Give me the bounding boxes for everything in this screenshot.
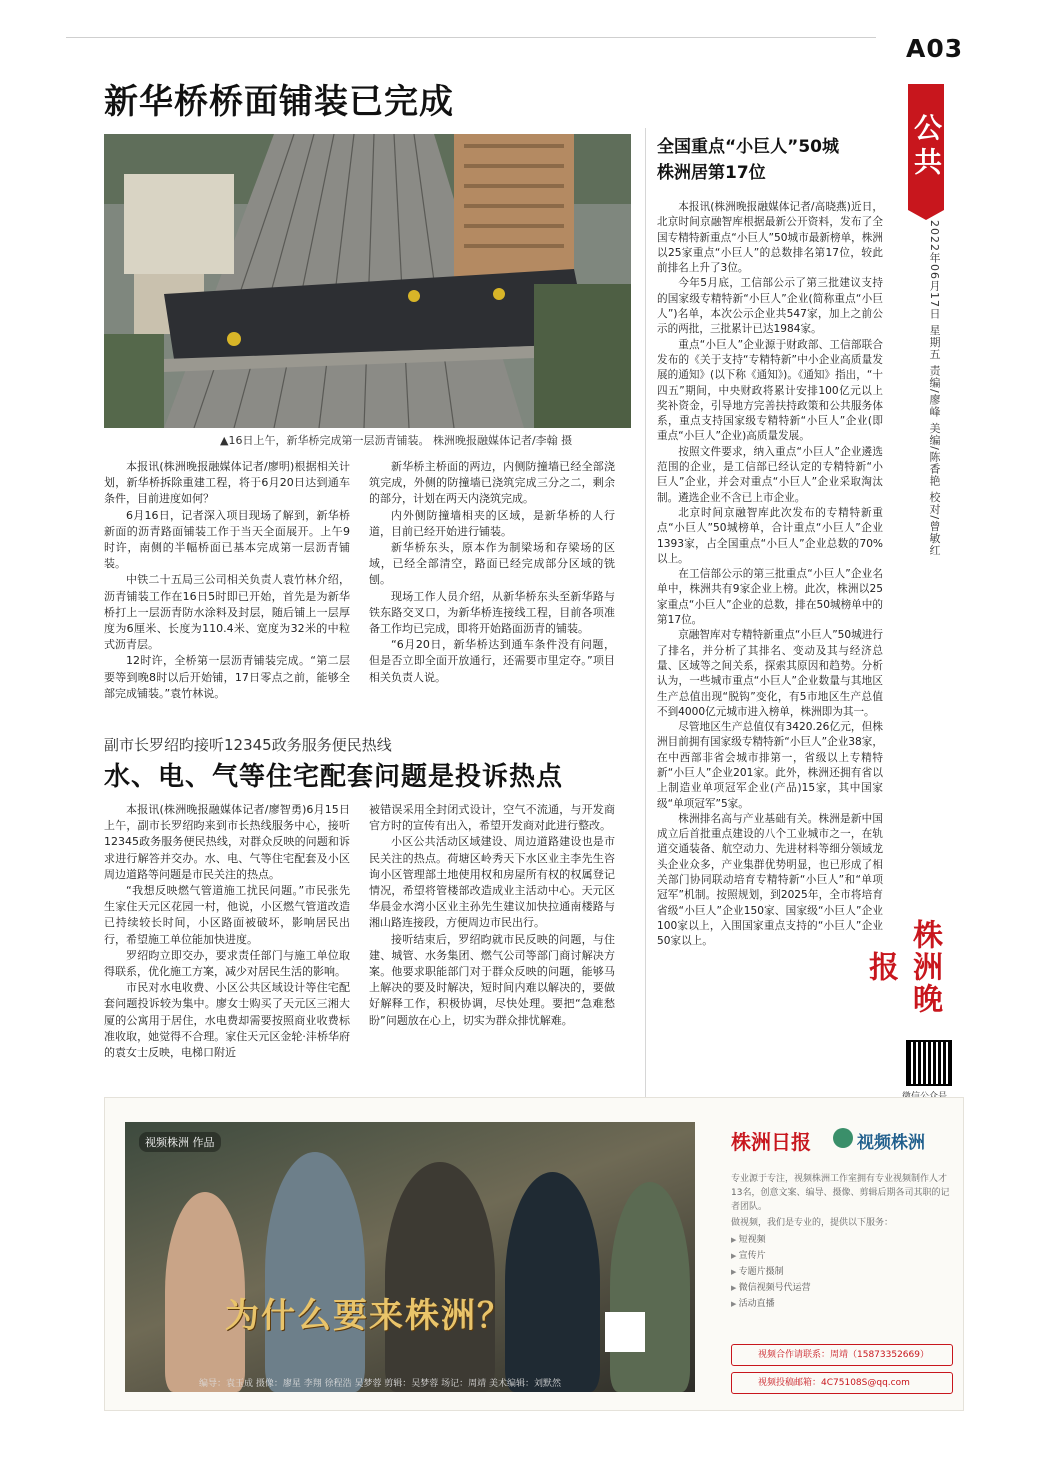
video-logo: 视频株洲 — [857, 1133, 925, 1153]
ad-intro: 专业源于专注，视频株洲工作室拥有专业视频制作人才13名，创意文案、编导、摄像、剪辑后期各司其职的记者团队。 — [731, 1174, 950, 1212]
column-divider — [645, 128, 646, 1228]
paragraph: 重点“小巨人”企业源于财政部、工信部联合发布的《关于支持“专精特新”中小企业高质量发展的通知》(以下称《通知》)。《通知》指出，“十四五”期间，中央财政将累计安排100亿元以上奖补资金，引导地方完善扶持政策和公共服务体系，重点支持国家级专精特新“小巨人”企业(即重点“小巨人”企业)高质量发展。 — [657, 338, 883, 443]
paragraph: 6月16日，记者深入项目现场了解到，新华桥新面的沥青路面铺装工作于当天全面展开。上午9时许，南侧的半幅桥面已基本完成第一层沥青铺装。 — [104, 508, 350, 571]
date-line: 2022年06月17日 星期五 责编/廖峰 美编/陈香艳 校对/曾敏红 — [928, 220, 941, 557]
photo-caption: ▲16日上午，新华桥完成第一层沥青铺装。 株洲晚报融媒体记者/李翰 摄 — [220, 434, 573, 447]
paragraph: 中铁二十五局三公司相关负责人袁竹林介绍，沥青铺装工作在16日5时即已开始，首先是为新华桥打上一层沥青防水涂料及封层，随后铺上一层厚度为6厘米、长度为110.4米、宽度为32米的中粒式沥青层。 — [104, 573, 350, 652]
lead-column-1 — [104, 459, 350, 702]
list-item: ▶ 微信视频号代运营 — [731, 1280, 811, 1296]
poster-tag: 视频株洲 作品 — [139, 1132, 221, 1152]
list-item: ▶ 专题片摄制 — [731, 1264, 811, 1280]
poster-qr-icon[interactable] — [605, 1312, 645, 1352]
bridge-photo — [104, 134, 631, 428]
side-headline — [657, 134, 887, 186]
page-number: A03 — [906, 34, 964, 63]
qr-code-icon[interactable] — [906, 1040, 952, 1086]
paragraph: 按照文件要求，纳入重点“小巨人”企业遴选范围的企业，是工信部已经认定的专精特新“小巨人”企业，并会对重点“小巨人”企业采取淘汰制。遴选企业不含已上市企业。 — [657, 445, 883, 504]
paragraph: 今年5月底，工信部公示了第三批建议支持的国家级专精特新“小巨人”企业(简称重点“小巨人”)名单，本次公示企业共547家，加上之前公示的两批，三批累计已达1984家。 — [657, 277, 883, 336]
lead-column-2 — [369, 459, 615, 686]
person-figure — [385, 1162, 495, 1392]
paragraph: 12时许，全桥第一层沥青铺装完成。“第二层要等到晚8时以后开始铺，17日零点之前，能够全部完成铺装。”袁竹林说。 — [104, 654, 350, 700]
paper-logo: 株洲日报 — [731, 1130, 811, 1154]
side-headline-line1: 全国重点“小巨人”50城 — [657, 137, 840, 157]
list-item: ▶ 短视频 — [731, 1232, 811, 1248]
contact-email[interactable]: 视频投稿邮箱：4C75108S@qq.com — [731, 1372, 953, 1394]
paragraph: 在工信部公示的第三批重点“小巨人”企业名单中，株洲共有9家企业上榜。此次，株洲以25家重点“小巨人”企业的总数，排在50城榜单中的第17位。 — [657, 568, 883, 627]
side-headline-line2: 株洲居第17位 — [657, 163, 766, 183]
lead-headline: 新华桥桥面铺装已完成 — [104, 82, 454, 122]
video-advertisement[interactable] — [104, 1097, 964, 1411]
paragraph: 新华桥东头，原本作为制梁场和存梁场的区域，已经全部清空，路面已经完成部分区域的铣刨。 — [369, 541, 615, 587]
person-figure — [265, 1152, 365, 1392]
paragraph: 接听结束后，罗绍昀就市民反映的问题，与住建、城管、水务集团、燃气公司等部门商讨解决方案。他要求职能部门对于群众反映的问题，能够马上解决的要及时解决，短时间内难以解决的，要做好解释工作，积极协调，尽快处理。要把“急难愁盼”问题放在心上，切实为群众排忧解难。 — [369, 932, 615, 1027]
paragraph: 本报讯(株洲晚报融媒体记者/廖智勇)6月15日上午，副市长罗绍昀来到市长热线服务中心，接听12345政务服务便民热线，对群众反映的问题和诉求进行解答并交办。水、电、气等住宅配套及小区周边道路等问题是市民关注的热点。 — [104, 803, 350, 881]
side-column — [657, 200, 883, 950]
paragraph: “我想反映燃气管道施工扰民问题。”市民张先生家住天元区花园一村，他说，小区燃气管道改造已持续较长时间，小区路面被破坏，影响居民出行，希望施工单位能加快进度。 — [104, 884, 350, 946]
paragraph: 小区公共活动区域建设、周边道路建设也是市民关注的热点。荷塘区岭秀天下水区业主李先生咨询小区管理部土地使用权和房屋所有权的权属登记情况，希望将管楼部改造成业主活动中心。天元区华晨金水湾小区业主孙先生建议加快拉通南楼路与湘山路连接段，方便周边市民出行。 — [369, 835, 615, 930]
poster-title: 为什么要来株洲？ — [225, 1296, 513, 1336]
top-rule — [66, 37, 876, 38]
bridge-aerial-image — [104, 134, 631, 428]
ad-services-list — [731, 1232, 811, 1312]
paragraph: “6月20日，新华桥达到通车条件没有问题，但是否立即全面开放通行，还需要市里定夺。”项目相关负责人说。 — [369, 638, 615, 684]
person-figure — [610, 1182, 690, 1392]
paragraph: 京融智库对专精特新重点“小巨人”50城进行了排名，并分析了其排名、变动及其与经济总量、区域等之间关系，探索其原因和趋势。分析认为，一些城市重点“小巨人”企业数量与其地区生产总值出现“脱钩”变化，有5市地区生产总值不到4000亿元城市进入榜单，株洲即为其一。 — [657, 629, 883, 718]
paragraph: 本报讯(株洲晚报融媒体记者/廖明)根据相关计划，新华桥拆除重建工程，将于6月20日达到通车条件，目前进度如何？ — [104, 460, 350, 506]
list-item: ▶ 活动直播 — [731, 1296, 811, 1312]
paragraph: 株洲排名高与产业基础有关。株洲是新中国成立后首批重点建设的八个工业城市之一，在轨道交通装备、航空动力、先进材料等细分领域龙头企业众多，产业集群优势明显，也已形成了相关部门协同联动培育专精特新“小巨人”和“单项冠军”机制。按照规划，到2025年，全市将培育省级“小巨人”企业150家、国家级“小巨人”企业100家以上，入围国家重点支持的“小巨人”企业50家以上。 — [657, 812, 883, 948]
second-headline: 水、电、气等住宅配套问题是投诉热点 — [104, 762, 564, 792]
poster-credits: 编导：袁玉成 摄像：廖星 李翔 徐程浩 吴梦蓉 剪辑：吴梦蓉 场记：周靖 美术编辑：刘默然 — [199, 1379, 562, 1389]
ad-services-intro: 做视频，我们是专业的，提供以下服务： — [731, 1218, 894, 1228]
list-item: ▶ 宣传片 — [731, 1248, 811, 1264]
person-figure — [505, 1172, 600, 1392]
ad-poster — [125, 1122, 695, 1392]
paragraph: 内外侧防撞墙相夹的区域，是新华桥的人行道，目前已经开始进行铺装。 — [369, 508, 615, 538]
paragraph: 罗绍昀立即交办，要求责任部门与施工单位取得联系，优化施工方案，减少对居民生活的影响。 — [104, 948, 350, 979]
paragraph: 北京时间京融智库此次发布的专精特新重点“小巨人”50城榜单，合计重点“小巨人”企业1393家，占全国重点“小巨人”企业总数的70%以上。 — [657, 506, 883, 565]
paragraph: 现场工作人员介绍，从新华桥东头至新华路与铁东路交叉口，为新华桥连接线工程，目前各项准备工作均已完成，即将开始路面沥青的铺装。 — [369, 589, 615, 636]
contact-phone[interactable]: 视频合作请联系：周靖（15873352669） — [731, 1344, 953, 1366]
second-column-1 — [104, 802, 350, 1061]
paragraph: 市民对水电收费、小区公共区域设计等住宅配套问题投诉较为集中。廖女士购买了天元区三湘大厦的公寓用于居住，水电费却需要按照商业收费标准收取，她觉得不合理。家住天元区金轮·沣桥华府的袁女士反映，电梯口附近 — [104, 981, 350, 1060]
masthead-logo: 株洲晚报 — [863, 919, 942, 1015]
second-kicker: 副市长罗绍昀接听12345政务服务便民热线 — [104, 736, 392, 754]
paragraph: 新华桥主桥面的两边，内侧防撞墙已经全部浇筑完成，外侧的防撞墙已浇筑完成三分之二，剩余的部分，计划在两天内浇筑完成。 — [369, 460, 615, 506]
section-tab: 公共 — [908, 84, 944, 210]
second-column-2 — [369, 802, 615, 1029]
paragraph: 被错误采用全封闭式设计，空气不流通，与开发商官方时的宣传有出入，希望开发商对此进行整改。 — [369, 803, 615, 833]
video-logo-icon — [833, 1128, 853, 1148]
paragraph: 尽管地区生产总值仅有3420.26亿元，但株洲目前拥有国家级专精特新“小巨人”企业38家，在中西部非省会城市排第一，省级以上专精特新“小巨人”企业201家。此外，株洲还拥有省以上制造业单项冠军企业(产品)15家，其中国家级“单项冠军”5家。 — [657, 721, 883, 810]
paragraph: 本报讯(株洲晚报融媒体记者/高晓燕)近日，北京时间京融智库根据最新公开资料，发布了全国专精特新重点“小巨人”50城市最新榜单，株洲以25家重点“小巨人”的总数排名第17位，较此前排名上升了3位。 — [657, 201, 883, 275]
